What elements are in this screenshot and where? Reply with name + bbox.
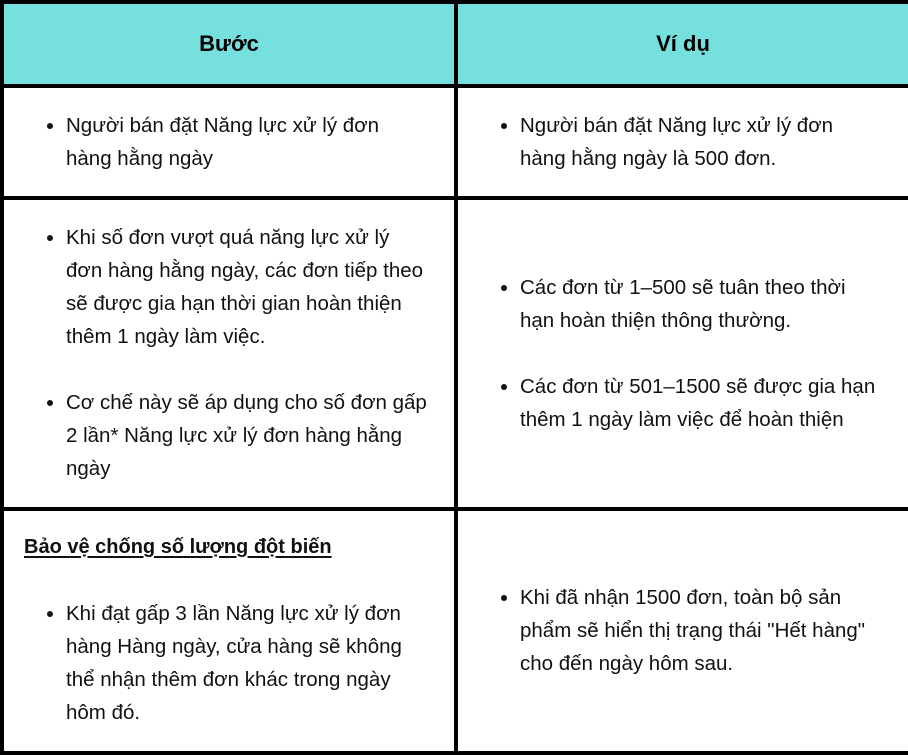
bullet-item: Người bán đặt Năng lực xử lý đơn hàng hằng ngày là 500 đơn.: [520, 109, 884, 175]
step-cell: [2, 86, 456, 198]
table-row: [2, 198, 908, 508]
bullet-item: Cơ chế này sẽ áp dụng cho số đơn gấp 2 lần* Năng lực xử lý đơn hàng hằng ngày: [66, 386, 430, 485]
bullet-item: Khi đạt gấp 3 lần Năng lực xử lý đơn hàng Hàng ngày, cửa hàng sẽ không thể nhận thêm đơn khác trong ngày hôm đó.: [66, 597, 430, 729]
bullet-item: Người bán đặt Năng lực xử lý đơn hàng hằng ngày: [66, 109, 430, 175]
header-step: Bước: [2, 2, 456, 86]
example-cell: [456, 198, 908, 508]
example-bullet-list: [478, 271, 884, 436]
step-cell: [2, 198, 456, 508]
bullet-item: Khi số đơn vượt quá năng lực xử lý đơn hàng hằng ngày, các đơn tiếp theo sẽ được gia hạn thời gian hoàn thiện thêm 1 ngày làm việc.: [66, 221, 430, 353]
bullet-item: Các đơn từ 1–500 sẽ tuân theo thời hạn hoàn thiện thông thường.: [520, 271, 884, 337]
header-row: [2, 2, 908, 86]
table-row: [2, 86, 908, 198]
example-bullet-list: [478, 109, 884, 175]
step-bullet-list: [24, 221, 430, 485]
section-heading: Bảo vệ chống số lượng đột biến: [24, 535, 332, 558]
bullet-item: Các đơn từ 501–1500 sẽ được gia hạn thêm 1 ngày làm việc để hoàn thiện: [520, 370, 884, 436]
step-bullet-list: [24, 109, 430, 175]
step-cell: [2, 509, 456, 753]
example-cell: [456, 509, 908, 753]
example-cell: [456, 86, 908, 198]
header-example: Ví dụ: [456, 2, 908, 86]
bullet-item: Khi đã nhận 1500 đơn, toàn bộ sản phẩm sẽ hiển thị trạng thái "Hết hàng" cho đến ngày hôm sau.: [520, 581, 884, 680]
example-bullet-list: [478, 581, 884, 680]
table-row: [2, 509, 908, 753]
step-bullet-list: [24, 597, 430, 729]
